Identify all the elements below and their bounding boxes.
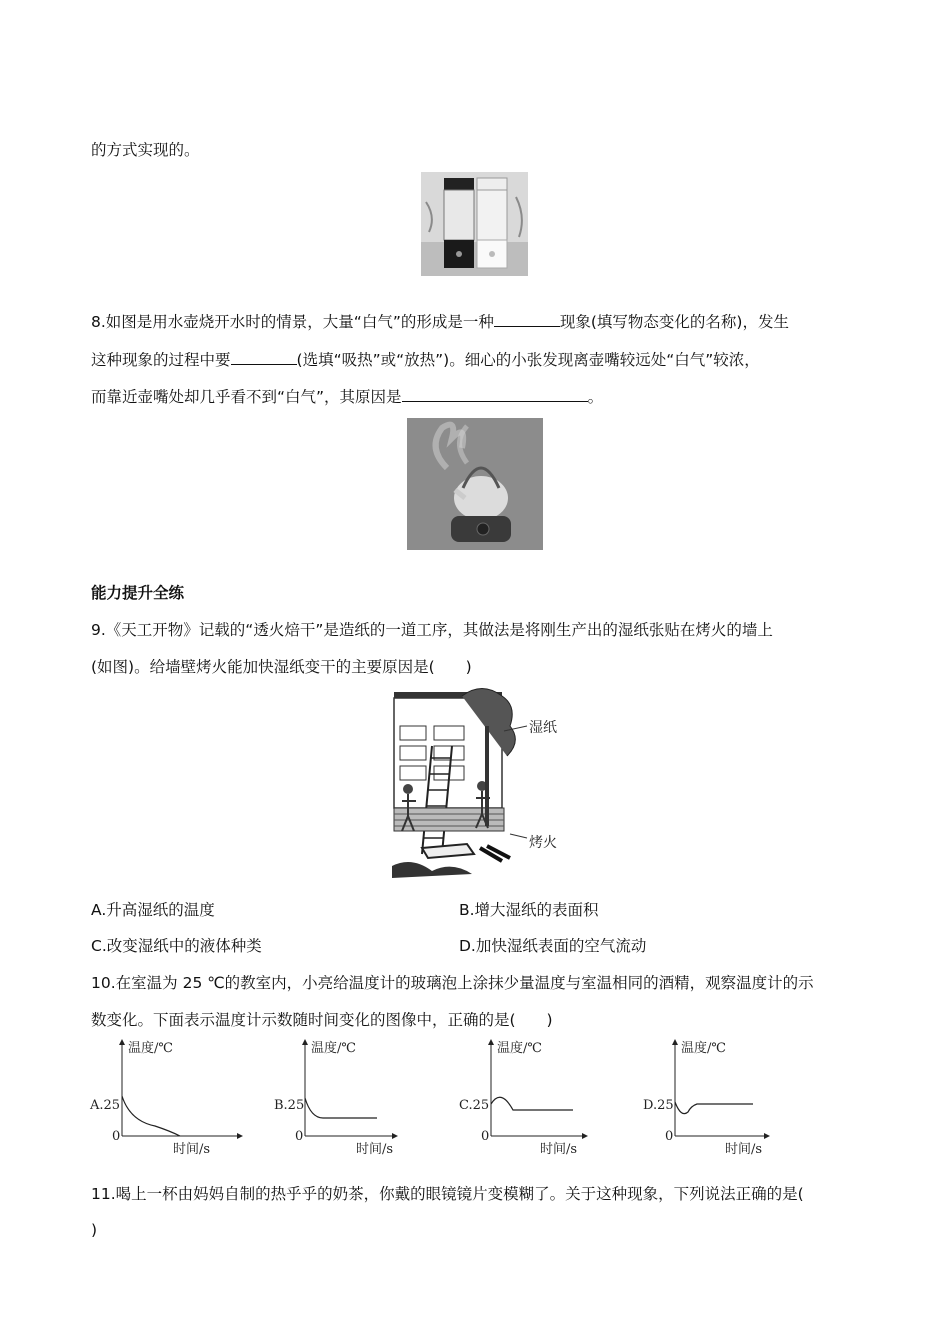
kettle-image <box>407 418 543 550</box>
q9-line-2: (如图)。给墙壁烤火能加快湿纸变干的主要原因是( ) <box>91 658 472 676</box>
q8-text-2b: (选填“吸热”或“放热”)。细心的小张发现离壶嘴较远处“白气”较浓， <box>296 351 760 369</box>
q9-option-d[interactable]: D.加快湿纸表面的空气流动 <box>459 937 647 955</box>
curve-b <box>305 1098 377 1118</box>
y-label-c: 温度/℃ <box>497 1041 542 1056</box>
x-label-b: 时间/s <box>356 1142 394 1157</box>
x-label-c: 时间/s <box>540 1142 578 1157</box>
paper-drying-illustration <box>392 686 572 878</box>
top-text: 的方式实现的。 <box>91 141 200 159</box>
origin-d: 0 <box>665 1129 674 1144</box>
q10-line-2: 数变化。下面表示温度计示数随时间变化的图像中，正确的是( ) <box>91 1011 553 1029</box>
q9-option-c[interactable]: C.改变湿纸中的液体种类 <box>91 937 262 955</box>
y-label-d: 温度/℃ <box>681 1041 726 1056</box>
q11-line-2: ) <box>91 1221 98 1239</box>
q8-blank-2[interactable] <box>231 350 297 365</box>
q10-line-1: 10.在室温为 25 ℃的教室内，小亮给温度计的玻璃泡上涂抹少量温度与室温相同的酒精，观察温度计的示 <box>91 974 814 992</box>
origin-c: 0 <box>481 1129 490 1144</box>
label-fire: 烤火 <box>529 835 557 851</box>
label-wet-paper: 湿纸 <box>529 720 557 736</box>
q8-text-2a: 这种现象的过程中要 <box>91 351 231 369</box>
q8-blank-3[interactable] <box>402 387 588 402</box>
q9-line-1: 9.《天工开物》记载的“透火焙干”是造纸的一道工序，其做法是将刚生产出的湿纸张贴在烤火的墙上 <box>91 621 773 639</box>
q8-text-3a: 而靠近壶嘴处却几乎看不到“白气”，其原因是 <box>91 388 402 406</box>
q8-text-3b: 。 <box>587 388 604 406</box>
q8-text-1b: 现象(填写物态变化的名称)，发生 <box>559 313 789 331</box>
graph-d[interactable] <box>643 1040 767 1157</box>
origin-a: 0 <box>112 1129 121 1144</box>
q8-blank-1[interactable] <box>494 312 560 327</box>
section-title: 能力提升全练 <box>91 584 185 602</box>
graph-a-label: A.25 <box>90 1098 121 1113</box>
q8-line-2 <box>91 350 760 370</box>
curve-c <box>491 1097 573 1110</box>
x-label-a: 时间/s <box>173 1142 211 1157</box>
curve-a <box>122 1096 180 1136</box>
graph-d-label: D.25 <box>643 1098 674 1113</box>
water-bottles-image <box>421 172 528 276</box>
origin-b: 0 <box>295 1129 304 1144</box>
graph-a[interactable] <box>89 1040 240 1157</box>
q9-option-b[interactable]: B.增大湿纸的表面积 <box>459 901 599 919</box>
q8-text-1a: 8.如图是用水壶烧开水时的情景，大量“白气”的形成是一种 <box>91 313 494 331</box>
y-label-a: 温度/℃ <box>128 1041 173 1056</box>
q9-option-a[interactable]: A.升高湿纸的温度 <box>91 901 215 919</box>
q11-line-1: 11.喝上一杯由妈妈自制的热乎乎的奶茶，你戴的眼镜镜片变模糊了。关于这种现象，下列说法正确的是( <box>91 1185 804 1203</box>
graph-c-label: C.25 <box>459 1098 490 1113</box>
curve-d <box>675 1102 753 1114</box>
q8-line-1 <box>91 312 789 332</box>
y-label-b: 温度/℃ <box>311 1041 356 1056</box>
x-label-d: 时间/s <box>725 1142 763 1157</box>
graph-c[interactable] <box>459 1040 585 1157</box>
graph-b[interactable] <box>274 1040 395 1157</box>
q8-line-3 <box>91 387 603 407</box>
q10-graphs <box>85 1036 785 1158</box>
graph-b-label: B.25 <box>274 1098 305 1113</box>
